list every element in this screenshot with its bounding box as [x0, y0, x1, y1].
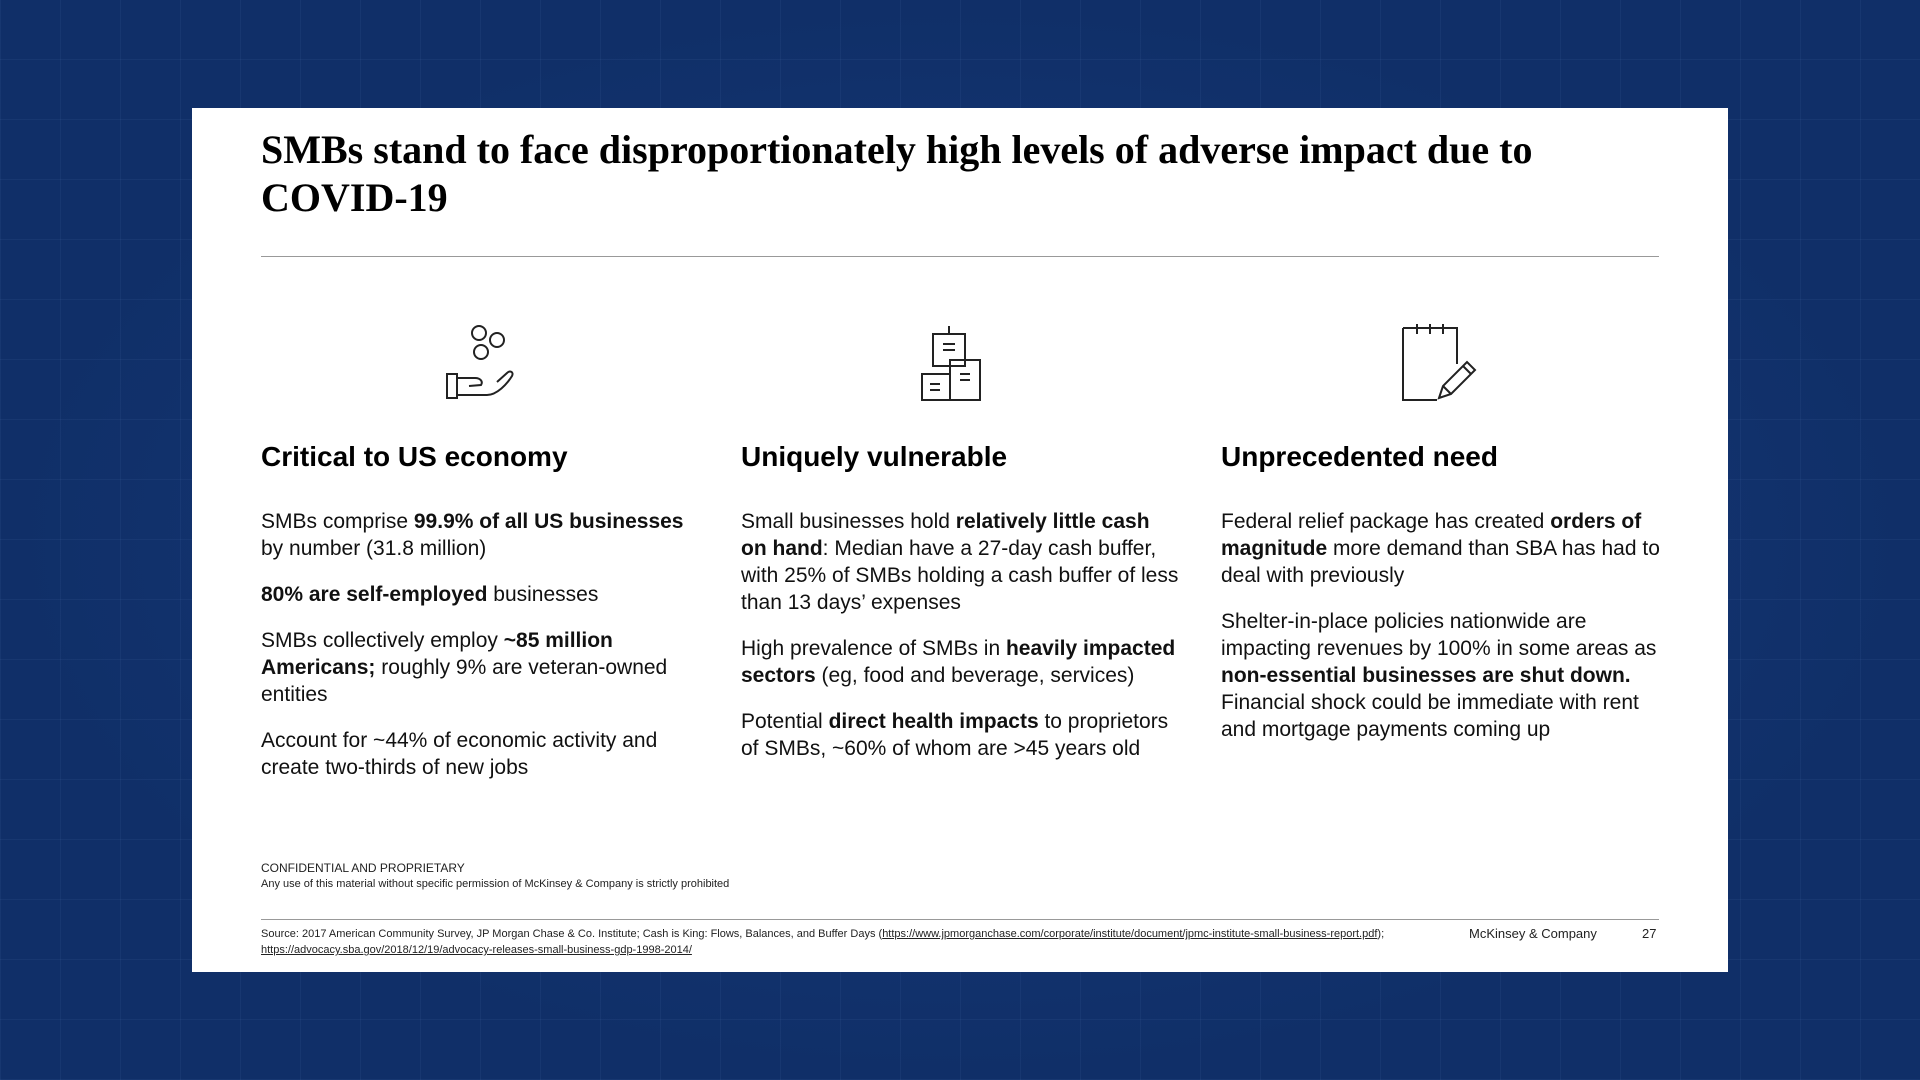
column-heading: Critical to US economy	[261, 441, 568, 472]
list-item: Federal relief package has created orders of magnitude more demand than SBA has had to deal with previously	[1221, 510, 1660, 587]
slide	[192, 108, 1728, 972]
hand-coins-icon	[261, 318, 701, 418]
title-divider	[261, 256, 1659, 257]
list-item: 80% are self-employed businesses	[261, 583, 599, 606]
confidential-note: Any use of this material without specific permission of McKinsey & Company is strictly prohibited	[261, 878, 730, 890]
list-item: Shelter-in-place policies nationwide are impacting revenues by 100% in some areas as non-essential businesses are shut down. Financial shock could be immediate with rent and mortgage payments coming up	[1221, 610, 1657, 741]
source-note	[261, 926, 1421, 958]
confidential-notice	[261, 860, 729, 892]
confidential-label: CONFIDENTIAL AND PROPRIETARY	[261, 861, 465, 875]
brand-name: McKinsey & Company	[1469, 926, 1597, 941]
column-vulnerable	[741, 318, 1181, 781]
column-items	[741, 508, 1181, 762]
list-item: SMBs comprise 99.9% of all US businesses by number (31.8 million)	[261, 510, 684, 560]
source-link-jpmc[interactable]: https://www.jpmorganchase.com/corporate/institute/document/jpmc-institute-small-business-report.pdf	[882, 928, 1378, 940]
column-heading: Uniquely vulnerable	[741, 441, 1008, 472]
buildings-icon	[741, 318, 1181, 418]
source-link-sba[interactable]: https://advocacy.sba.gov/2018/12/19/advocacy-releases-small-business-gdp-1998-2014/	[261, 944, 692, 956]
column-heading: Unprecedented need	[1221, 441, 1498, 472]
column-items	[261, 508, 701, 781]
list-item: High prevalence of SMBs in heavily impacted sectors (eg, food and beverage, services)	[741, 637, 1176, 687]
column-need	[1221, 318, 1661, 762]
column-critical	[261, 318, 701, 800]
footer-divider	[261, 919, 1659, 920]
list-item: Potential direct health impacts to proprietors of SMBs, ~60% of whom are >45 years old	[741, 710, 1169, 760]
list-item: Small businesses hold relatively little cash on hand: Median have a 27-day cash buffer, with 25% of SMBs holding a cash buffer of less than 13 days’ expenses	[741, 510, 1179, 614]
column-items	[1221, 508, 1661, 743]
page-number: 27	[1642, 926, 1657, 941]
notepad-pencil-icon	[1221, 318, 1661, 418]
list-item: SMBs collectively employ ~85 million Americans; roughly 9% are veteran-owned entities	[261, 629, 668, 706]
list-item: Account for ~44% of economic activity and create two-thirds of new jobs	[261, 729, 658, 779]
source-separator: );	[1377, 928, 1385, 940]
slide-title: SMBs stand to face disproportionately high levels of adverse impact due to COVID-19	[261, 127, 1533, 220]
source-text: Source: 2017 American Community Survey, JP Morgan Chase & Co. Institute; Cash is King: Flows, Balances, and Buffer Days (	[261, 928, 883, 940]
